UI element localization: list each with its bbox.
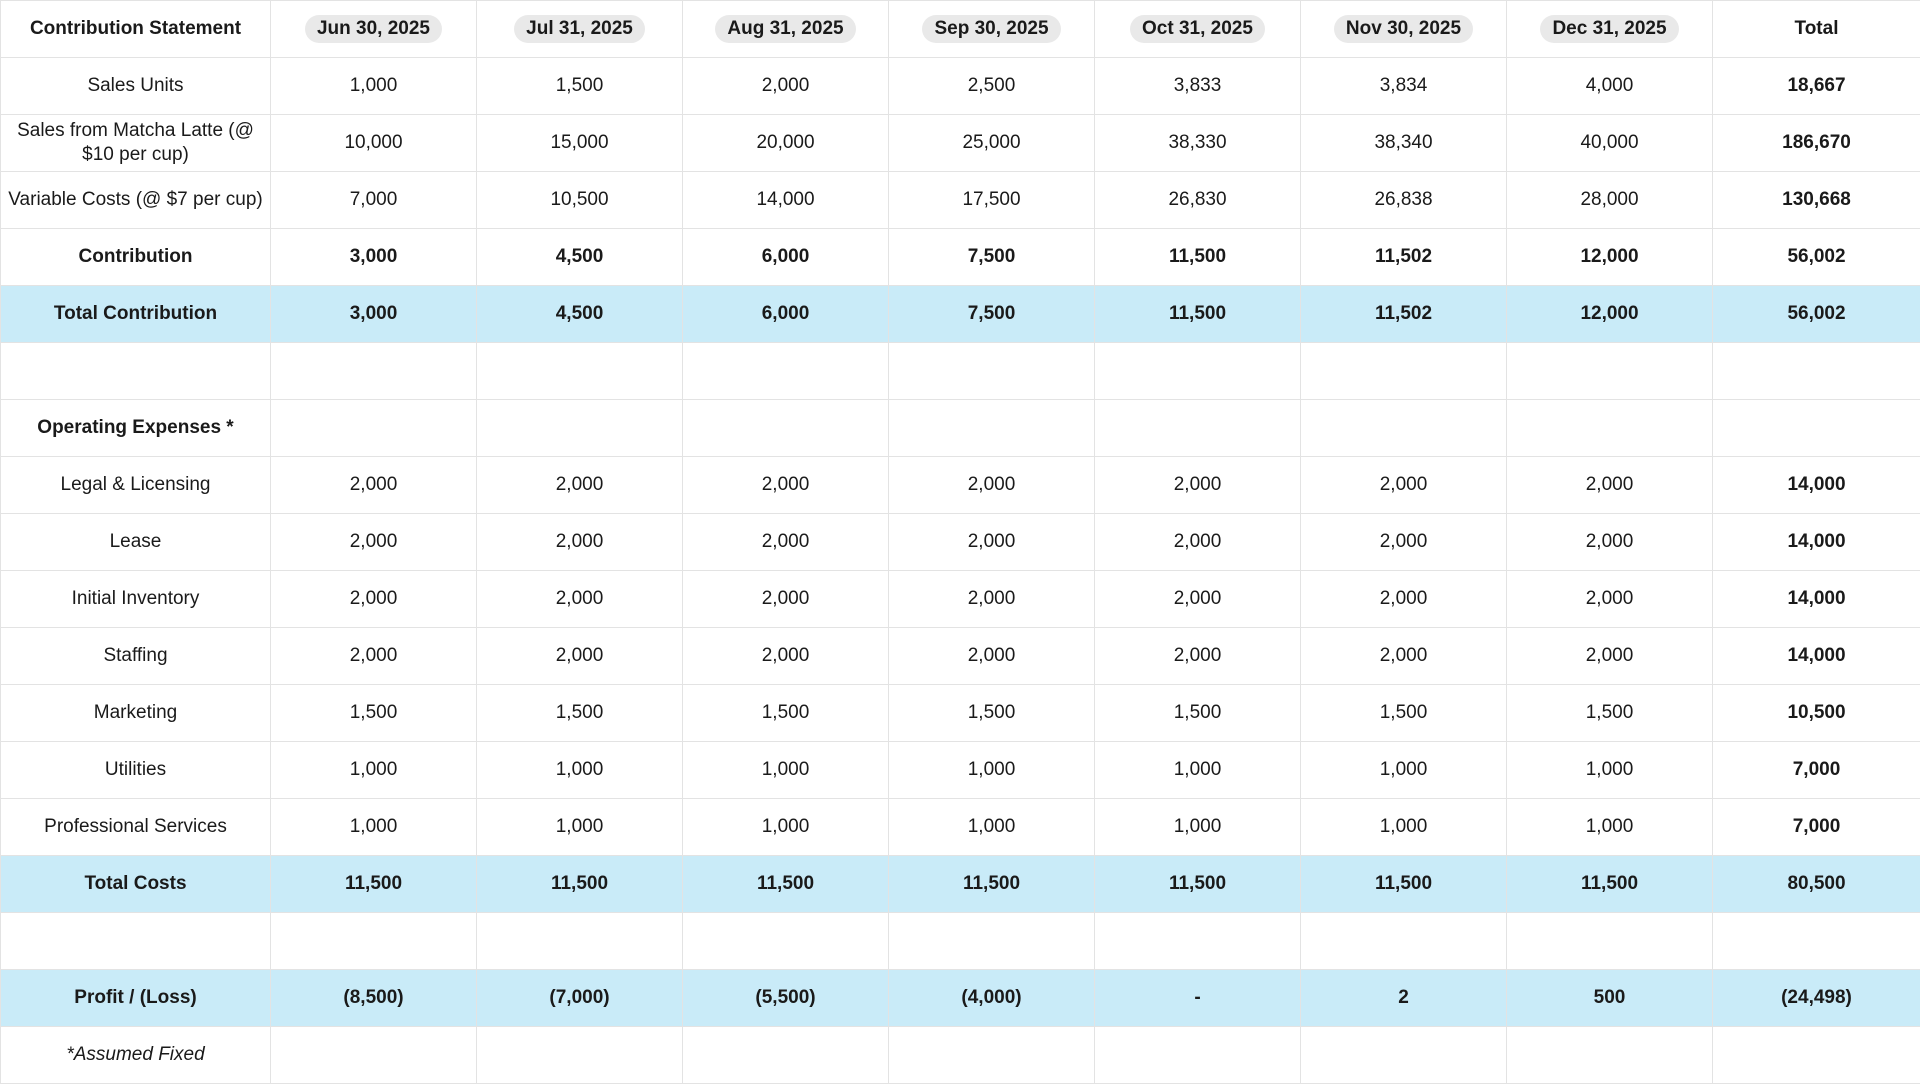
cell: 2,000	[1301, 571, 1507, 628]
row-professional-services	[1, 799, 1920, 856]
empty-cell	[271, 343, 477, 400]
cell: 11,502	[1301, 286, 1507, 343]
empty-cell	[1507, 1027, 1713, 1084]
row-spacer	[1, 913, 1920, 970]
empty-cell	[683, 400, 889, 457]
row-label: Total Costs	[1, 856, 271, 913]
total-cell: 14,000	[1713, 571, 1920, 628]
cell: 1,000	[1301, 742, 1507, 799]
total-cell: 56,002	[1713, 229, 1920, 286]
cell: 2,000	[889, 571, 1095, 628]
empty-cell	[1301, 343, 1507, 400]
empty-cell	[477, 913, 683, 970]
cell: -	[1095, 970, 1301, 1027]
cell: 1,500	[477, 685, 683, 742]
total-cell: 14,000	[1713, 628, 1920, 685]
total-header: Total	[1713, 1, 1920, 58]
row-spacer	[1, 343, 1920, 400]
cell: 26,830	[1095, 172, 1301, 229]
cell: 1,500	[1507, 685, 1713, 742]
cell: 14,000	[683, 172, 889, 229]
total-cell: 18,667	[1713, 58, 1920, 115]
row-variable-costs	[1, 172, 1920, 229]
cell: 2,000	[1507, 628, 1713, 685]
cell: 1,500	[477, 58, 683, 115]
row-label: Total Contribution	[1, 286, 271, 343]
empty-cell	[1095, 343, 1301, 400]
month-header	[1507, 1, 1713, 58]
empty-cell	[1, 913, 271, 970]
row-marketing	[1, 685, 1920, 742]
cell: 11,500	[683, 856, 889, 913]
footnote: *Assumed Fixed	[1, 1027, 271, 1084]
cell: 3,834	[1301, 58, 1507, 115]
cell: (4,000)	[889, 970, 1095, 1027]
cell: 2,000	[477, 628, 683, 685]
cell: 1,000	[477, 799, 683, 856]
row-operating-expenses-header	[1, 400, 1920, 457]
cell: 12,000	[1507, 229, 1713, 286]
cell: 2,000	[271, 628, 477, 685]
cell: 1,500	[1301, 685, 1507, 742]
cell: 20,000	[683, 115, 889, 172]
cell: 17,500	[889, 172, 1095, 229]
cell: 3,833	[1095, 58, 1301, 115]
empty-cell	[889, 913, 1095, 970]
empty-cell	[683, 1027, 889, 1084]
total-cell: 130,668	[1713, 172, 1920, 229]
cell: 25,000	[889, 115, 1095, 172]
empty-cell	[1713, 400, 1920, 457]
cell: 2,000	[1507, 571, 1713, 628]
cell: 11,500	[889, 856, 1095, 913]
total-cell: 14,000	[1713, 514, 1920, 571]
cell: 1,000	[1507, 742, 1713, 799]
cell: 2,000	[477, 514, 683, 571]
row-label: Sales from Matcha Latte (@ $10 per cup)	[1, 115, 271, 172]
empty-cell	[1713, 343, 1920, 400]
row-legal	[1, 457, 1920, 514]
row-label: Lease	[1, 514, 271, 571]
cell: 11,500	[1095, 856, 1301, 913]
cell: 11,500	[1095, 286, 1301, 343]
month-pill: Nov 30, 2025	[1334, 15, 1473, 43]
cell: 2,000	[683, 628, 889, 685]
cell: 2,000	[683, 571, 889, 628]
cell: 2,000	[1301, 514, 1507, 571]
row-label: Sales Units	[1, 58, 271, 115]
cell: 40,000	[1507, 115, 1713, 172]
month-pill: Dec 31, 2025	[1540, 15, 1678, 43]
cell: 1,000	[889, 742, 1095, 799]
empty-cell	[1095, 1027, 1301, 1084]
cell: 1,500	[683, 685, 889, 742]
row-lease	[1, 514, 1920, 571]
cell: 2,000	[477, 457, 683, 514]
row-label: Profit / (Loss)	[1, 970, 271, 1027]
month-header	[683, 1, 889, 58]
cell: 26,838	[1301, 172, 1507, 229]
empty-cell	[1301, 913, 1507, 970]
row-profit-loss	[1, 970, 1920, 1027]
cell: 2,000	[271, 457, 477, 514]
empty-cell	[1095, 400, 1301, 457]
cell: 38,330	[1095, 115, 1301, 172]
table-title: Contribution Statement	[1, 1, 271, 58]
cell: 11,500	[1507, 856, 1713, 913]
cell: 2,000	[477, 571, 683, 628]
cell: 2	[1301, 970, 1507, 1027]
empty-cell	[1095, 913, 1301, 970]
empty-cell	[477, 400, 683, 457]
cell: 6,000	[683, 229, 889, 286]
empty-cell	[1507, 913, 1713, 970]
cell: 2,000	[1095, 514, 1301, 571]
empty-cell	[1713, 1027, 1920, 1084]
empty-cell	[271, 1027, 477, 1084]
total-cell: (24,498)	[1713, 970, 1920, 1027]
cell: 1,000	[889, 799, 1095, 856]
cell: 500	[1507, 970, 1713, 1027]
cell: 11,500	[1301, 856, 1507, 913]
empty-cell	[1507, 343, 1713, 400]
empty-cell	[477, 343, 683, 400]
cell: 7,000	[271, 172, 477, 229]
empty-cell	[1301, 1027, 1507, 1084]
row-utilities	[1, 742, 1920, 799]
cell: 7,500	[889, 229, 1095, 286]
month-header	[1095, 1, 1301, 58]
cell: 2,000	[1095, 628, 1301, 685]
cell: 1,000	[683, 799, 889, 856]
cell: 1,500	[1095, 685, 1301, 742]
cell: 4,000	[1507, 58, 1713, 115]
cell: 2,000	[889, 514, 1095, 571]
month-header	[889, 1, 1095, 58]
month-pill: Aug 31, 2025	[715, 15, 855, 43]
empty-cell	[889, 400, 1095, 457]
empty-cell	[271, 400, 477, 457]
cell: 1,000	[1301, 799, 1507, 856]
row-sales-matcha	[1, 115, 1920, 172]
month-header	[271, 1, 477, 58]
month-header	[477, 1, 683, 58]
empty-cell	[477, 1027, 683, 1084]
row-sales-units	[1, 58, 1920, 115]
cell: 2,000	[683, 58, 889, 115]
cell: 3,000	[271, 286, 477, 343]
cell: 1,000	[1507, 799, 1713, 856]
cell: 2,500	[889, 58, 1095, 115]
empty-cell	[1713, 913, 1920, 970]
total-cell: 80,500	[1713, 856, 1920, 913]
month-pill: Jul 31, 2025	[514, 15, 645, 43]
cell: 2,000	[1301, 628, 1507, 685]
row-initial-inventory	[1, 571, 1920, 628]
header-row	[1, 1, 1920, 58]
cell: 1,500	[889, 685, 1095, 742]
empty-cell	[271, 913, 477, 970]
month-header	[1301, 1, 1507, 58]
cell: (8,500)	[271, 970, 477, 1027]
cell: 11,500	[271, 856, 477, 913]
empty-cell	[683, 343, 889, 400]
cell: 2,000	[271, 571, 477, 628]
row-label: Staffing	[1, 628, 271, 685]
row-label: Utilities	[1, 742, 271, 799]
cell: 11,500	[477, 856, 683, 913]
cell: 2,000	[271, 514, 477, 571]
cell: 1,000	[1095, 799, 1301, 856]
row-label: Variable Costs (@ $7 per cup)	[1, 172, 271, 229]
empty-cell	[1, 343, 271, 400]
cell: 4,500	[477, 286, 683, 343]
row-footnote	[1, 1027, 1920, 1084]
cell: 3,000	[271, 229, 477, 286]
row-contribution	[1, 229, 1920, 286]
cell: 28,000	[1507, 172, 1713, 229]
row-total-costs	[1, 856, 1920, 913]
cell: 11,500	[1095, 229, 1301, 286]
total-cell: 14,000	[1713, 457, 1920, 514]
total-cell: 56,002	[1713, 286, 1920, 343]
total-cell: 10,500	[1713, 685, 1920, 742]
cell: 10,000	[271, 115, 477, 172]
cell: 2,000	[1095, 457, 1301, 514]
cell: 10,500	[477, 172, 683, 229]
cell: 4,500	[477, 229, 683, 286]
row-staffing	[1, 628, 1920, 685]
cell: 1,000	[683, 742, 889, 799]
cell: 1,000	[271, 799, 477, 856]
empty-cell	[683, 913, 889, 970]
total-cell: 7,000	[1713, 799, 1920, 856]
cell: 1,000	[477, 742, 683, 799]
row-total-contribution	[1, 286, 1920, 343]
cell: 15,000	[477, 115, 683, 172]
total-cell: 7,000	[1713, 742, 1920, 799]
cell: 2,000	[889, 457, 1095, 514]
month-pill: Jun 30, 2025	[305, 15, 442, 43]
cell: 2,000	[1507, 514, 1713, 571]
empty-cell	[1507, 400, 1713, 457]
cell: 2,000	[889, 628, 1095, 685]
empty-cell	[1301, 400, 1507, 457]
cell: 2,000	[1507, 457, 1713, 514]
month-pill: Sep 30, 2025	[922, 15, 1060, 43]
section-heading: Operating Expenses *	[1, 400, 271, 457]
row-label: Contribution	[1, 229, 271, 286]
total-cell: 186,670	[1713, 115, 1920, 172]
row-label: Marketing	[1, 685, 271, 742]
cell: 1,000	[271, 742, 477, 799]
cell: 2,000	[683, 514, 889, 571]
row-label: Initial Inventory	[1, 571, 271, 628]
cell: 2,000	[1301, 457, 1507, 514]
cell: 2,000	[1095, 571, 1301, 628]
cell: 1,000	[1095, 742, 1301, 799]
cell: 11,502	[1301, 229, 1507, 286]
empty-cell	[889, 343, 1095, 400]
row-label: Legal & Licensing	[1, 457, 271, 514]
month-pill: Oct 31, 2025	[1130, 15, 1265, 43]
cell: (5,500)	[683, 970, 889, 1027]
cell: 1,000	[271, 58, 477, 115]
cell: 38,340	[1301, 115, 1507, 172]
cell: 2,000	[683, 457, 889, 514]
cell: 7,500	[889, 286, 1095, 343]
cell: 12,000	[1507, 286, 1713, 343]
cell: (7,000)	[477, 970, 683, 1027]
cell: 1,500	[271, 685, 477, 742]
empty-cell	[889, 1027, 1095, 1084]
cell: 6,000	[683, 286, 889, 343]
row-label: Professional Services	[1, 799, 271, 856]
